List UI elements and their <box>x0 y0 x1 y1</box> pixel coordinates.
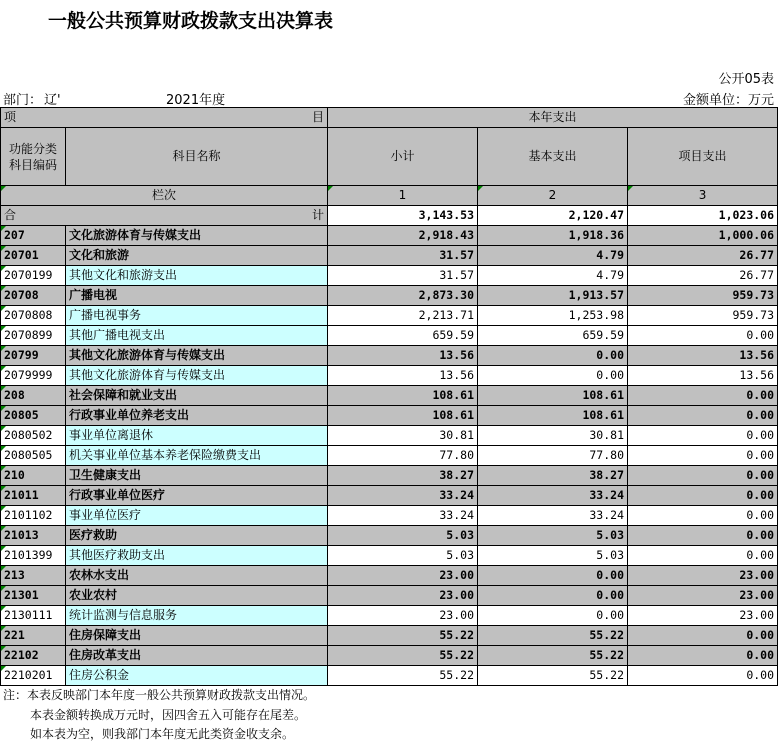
row-project: 0.00 <box>628 466 778 486</box>
row-subtotal: 108.61 <box>328 386 478 406</box>
row-code: 2070899 <box>1 326 66 346</box>
row-name: 其他文化旅游体育与传媒支出 <box>66 346 328 366</box>
row-subtotal: 38.27 <box>328 466 478 486</box>
total-label-cell <box>1 206 328 226</box>
row-subtotal: 108.61 <box>328 406 478 426</box>
row-project: 13.56 <box>628 366 778 386</box>
row-basic: 55.22 <box>478 646 628 666</box>
row-name: 住房改革支出 <box>66 646 328 666</box>
total-label-left: 合 <box>4 208 17 222</box>
row-subtotal: 55.22 <box>328 646 478 666</box>
row-project: 0.00 <box>628 486 778 506</box>
row-name: 广播电视 <box>66 286 328 306</box>
row-subtotal: 23.00 <box>328 586 478 606</box>
row-project: 0.00 <box>628 626 778 646</box>
row-basic: 108.61 <box>478 386 628 406</box>
table-row <box>1 366 778 386</box>
table-row <box>1 526 778 546</box>
row-code: 20799 <box>1 346 66 366</box>
table-row <box>1 346 778 366</box>
row-project: 23.00 <box>628 606 778 626</box>
table-row <box>1 246 778 266</box>
table-row <box>1 226 778 246</box>
row-code: 210 <box>1 466 66 486</box>
total-row <box>1 206 778 226</box>
header-subject-name: 科目名称 <box>66 128 328 186</box>
row-code: 2070808 <box>1 306 66 326</box>
table-row <box>1 386 778 406</box>
row-basic: 0.00 <box>478 346 628 366</box>
row-subtotal: 23.00 <box>328 606 478 626</box>
row-basic: 30.81 <box>478 426 628 446</box>
fiscal-year: 2021年度 <box>166 93 226 108</box>
row-project: 0.00 <box>628 666 778 686</box>
row-basic: 5.03 <box>478 546 628 566</box>
header-col1: 1 <box>328 186 478 206</box>
row-basic: 33.24 <box>478 486 628 506</box>
row-code: 208 <box>1 386 66 406</box>
row-subtotal: 31.57 <box>328 246 478 266</box>
row-subtotal: 30.81 <box>328 426 478 446</box>
row-project: 0.00 <box>628 546 778 566</box>
row-subtotal: 2,873.30 <box>328 286 478 306</box>
row-subtotal: 33.24 <box>328 506 478 526</box>
row-project: 0.00 <box>628 506 778 526</box>
row-project: 13.56 <box>628 346 778 366</box>
row-name: 其他文化旅游体育与传媒支出 <box>66 366 328 386</box>
row-name: 行政事业单位医疗 <box>66 486 328 506</box>
row-basic: 33.24 <box>478 506 628 526</box>
expenditure-table <box>0 107 778 686</box>
row-project: 0.00 <box>628 326 778 346</box>
header-basic: 基本支出 <box>478 128 628 186</box>
table-row <box>1 606 778 626</box>
footnotes <box>3 686 315 745</box>
row-subtotal: 23.00 <box>328 566 478 586</box>
row-code: 2101102 <box>1 506 66 526</box>
row-code: 22102 <box>1 646 66 666</box>
header-subtotal: 小计 <box>328 128 478 186</box>
row-project: 26.77 <box>628 266 778 286</box>
row-basic: 0.00 <box>478 586 628 606</box>
row-subtotal: 5.03 <box>328 526 478 546</box>
row-name: 其他文化和旅游支出 <box>66 266 328 286</box>
row-code: 2080505 <box>1 446 66 466</box>
row-basic: 4.79 <box>478 246 628 266</box>
table-row <box>1 466 778 486</box>
header-project: 项目支出 <box>628 128 778 186</box>
row-project: 26.77 <box>628 246 778 266</box>
row-basic: 1,918.36 <box>478 226 628 246</box>
header-item-cell <box>1 108 328 128</box>
row-project: 959.73 <box>628 286 778 306</box>
row-name: 农林水支出 <box>66 566 328 586</box>
row-basic: 77.80 <box>478 446 628 466</box>
row-name: 其他医疗救助支出 <box>66 546 328 566</box>
row-name: 广播电视事务 <box>66 306 328 326</box>
row-code: 2080502 <box>1 426 66 446</box>
header-column-label: 栏次 <box>1 186 328 206</box>
header-col3: 3 <box>628 186 778 206</box>
row-subtotal: 55.22 <box>328 626 478 646</box>
row-basic: 0.00 <box>478 566 628 586</box>
table-row <box>1 546 778 566</box>
row-basic: 0.00 <box>478 366 628 386</box>
row-code: 213 <box>1 566 66 586</box>
row-code: 21013 <box>1 526 66 546</box>
amount-unit: 金额单位：万元 <box>682 93 774 108</box>
row-code: 21301 <box>1 586 66 606</box>
table-row <box>1 566 778 586</box>
row-name: 文化和旅游 <box>66 246 328 266</box>
form-number: 公开05表 <box>718 72 774 87</box>
row-basic: 5.03 <box>478 526 628 546</box>
header-row-3 <box>1 186 778 206</box>
table-row <box>1 446 778 466</box>
row-name: 机关事业单位基本养老保险缴费支出 <box>66 446 328 466</box>
row-name: 社会保障和就业支出 <box>66 386 328 406</box>
row-name: 医疗救助 <box>66 526 328 546</box>
table-row <box>1 486 778 506</box>
row-subtotal: 2,918.43 <box>328 226 478 246</box>
row-subtotal: 33.24 <box>328 486 478 506</box>
row-project: 959.73 <box>628 306 778 326</box>
header-func-code-line2: 科目编码 <box>8 157 57 172</box>
row-subtotal: 2,213.71 <box>328 306 478 326</box>
table-row <box>1 306 778 326</box>
row-name: 住房保障支出 <box>66 626 328 646</box>
row-name: 农业农村 <box>66 586 328 606</box>
row-project: 0.00 <box>628 446 778 466</box>
row-code: 2210201 <box>1 666 66 686</box>
row-project: 0.00 <box>628 426 778 446</box>
department-label-text: 部门： <box>3 93 43 108</box>
row-name: 事业单位离退休 <box>66 426 328 446</box>
total-subtotal: 3,143.53 <box>328 206 478 226</box>
table-row <box>1 426 778 446</box>
footnote-1: 注：本表反映部门本年度一般公共预算财政拨款支出情况。 <box>3 688 316 702</box>
row-project: 1,000.06 <box>628 226 778 246</box>
row-name: 住房公积金 <box>66 666 328 686</box>
row-project: 0.00 <box>628 526 778 546</box>
header-func-code-line1: 功能分类 <box>8 141 57 156</box>
row-subtotal: 55.22 <box>328 666 478 686</box>
row-basic: 0.00 <box>478 606 628 626</box>
row-project: 23.00 <box>628 586 778 606</box>
total-label-right: 计 <box>311 208 324 222</box>
row-project: 0.00 <box>628 406 778 426</box>
row-basic: 1,253.98 <box>478 306 628 326</box>
header-item: 项 <box>4 110 17 124</box>
table-row <box>1 406 778 426</box>
header-func-code <box>1 128 66 186</box>
row-subtotal: 5.03 <box>328 546 478 566</box>
row-subtotal: 13.56 <box>328 366 478 386</box>
row-name: 文化旅游体育与传媒支出 <box>66 226 328 246</box>
table-row <box>1 266 778 286</box>
row-project: 0.00 <box>628 386 778 406</box>
row-name: 行政事业单位养老支出 <box>66 406 328 426</box>
row-subtotal: 77.80 <box>328 446 478 466</box>
header-row-2 <box>1 128 778 186</box>
department-name: 辽' <box>44 93 61 108</box>
row-code: 21011 <box>1 486 66 506</box>
row-name: 卫生健康支出 <box>66 466 328 486</box>
row-project: 0.00 <box>628 646 778 666</box>
row-basic: 4.79 <box>478 266 628 286</box>
row-code: 207 <box>1 226 66 246</box>
total-project: 1,023.06 <box>628 206 778 226</box>
row-name: 其他广播电视支出 <box>66 326 328 346</box>
table-row <box>1 506 778 526</box>
row-code: 2101399 <box>1 546 66 566</box>
row-code: 2079999 <box>1 366 66 386</box>
row-name: 统计监测与信息服务 <box>66 606 328 626</box>
header-col2: 2 <box>478 186 628 206</box>
row-subtotal: 659.59 <box>328 326 478 346</box>
page-title: 一般公共预算财政拨款支出决算表 <box>48 10 334 32</box>
footnote-3: 如本表为空，则我部门本年度无此类资金收支余。 <box>30 727 295 741</box>
row-name: 事业单位医疗 <box>66 506 328 526</box>
table-row <box>1 586 778 606</box>
table-row <box>1 286 778 306</box>
header-row-1 <box>1 108 778 128</box>
table-row <box>1 326 778 346</box>
row-subtotal: 13.56 <box>328 346 478 366</box>
footnote-2: 本表金额转换成万元时，因四舍五入可能存在尾差。 <box>30 707 307 722</box>
table-row <box>1 646 778 666</box>
row-basic: 55.22 <box>478 626 628 646</box>
row-basic: 108.61 <box>478 406 628 426</box>
department-label <box>3 89 61 108</box>
table-row <box>1 626 778 646</box>
row-basic: 659.59 <box>478 326 628 346</box>
total-basic: 2,120.47 <box>478 206 628 226</box>
row-basic: 55.22 <box>478 666 628 686</box>
row-code: 20701 <box>1 246 66 266</box>
row-subtotal: 31.57 <box>328 266 478 286</box>
row-code: 2130111 <box>1 606 66 626</box>
row-code: 20805 <box>1 406 66 426</box>
row-basic: 38.27 <box>478 466 628 486</box>
row-basic: 1,913.57 <box>478 286 628 306</box>
row-code: 2070199 <box>1 266 66 286</box>
header-current-expense: 本年支出 <box>328 108 778 128</box>
row-code: 20708 <box>1 286 66 306</box>
header-item-right: 目 <box>311 110 324 124</box>
row-code: 221 <box>1 626 66 646</box>
table-row <box>1 666 778 686</box>
row-project: 23.00 <box>628 566 778 586</box>
